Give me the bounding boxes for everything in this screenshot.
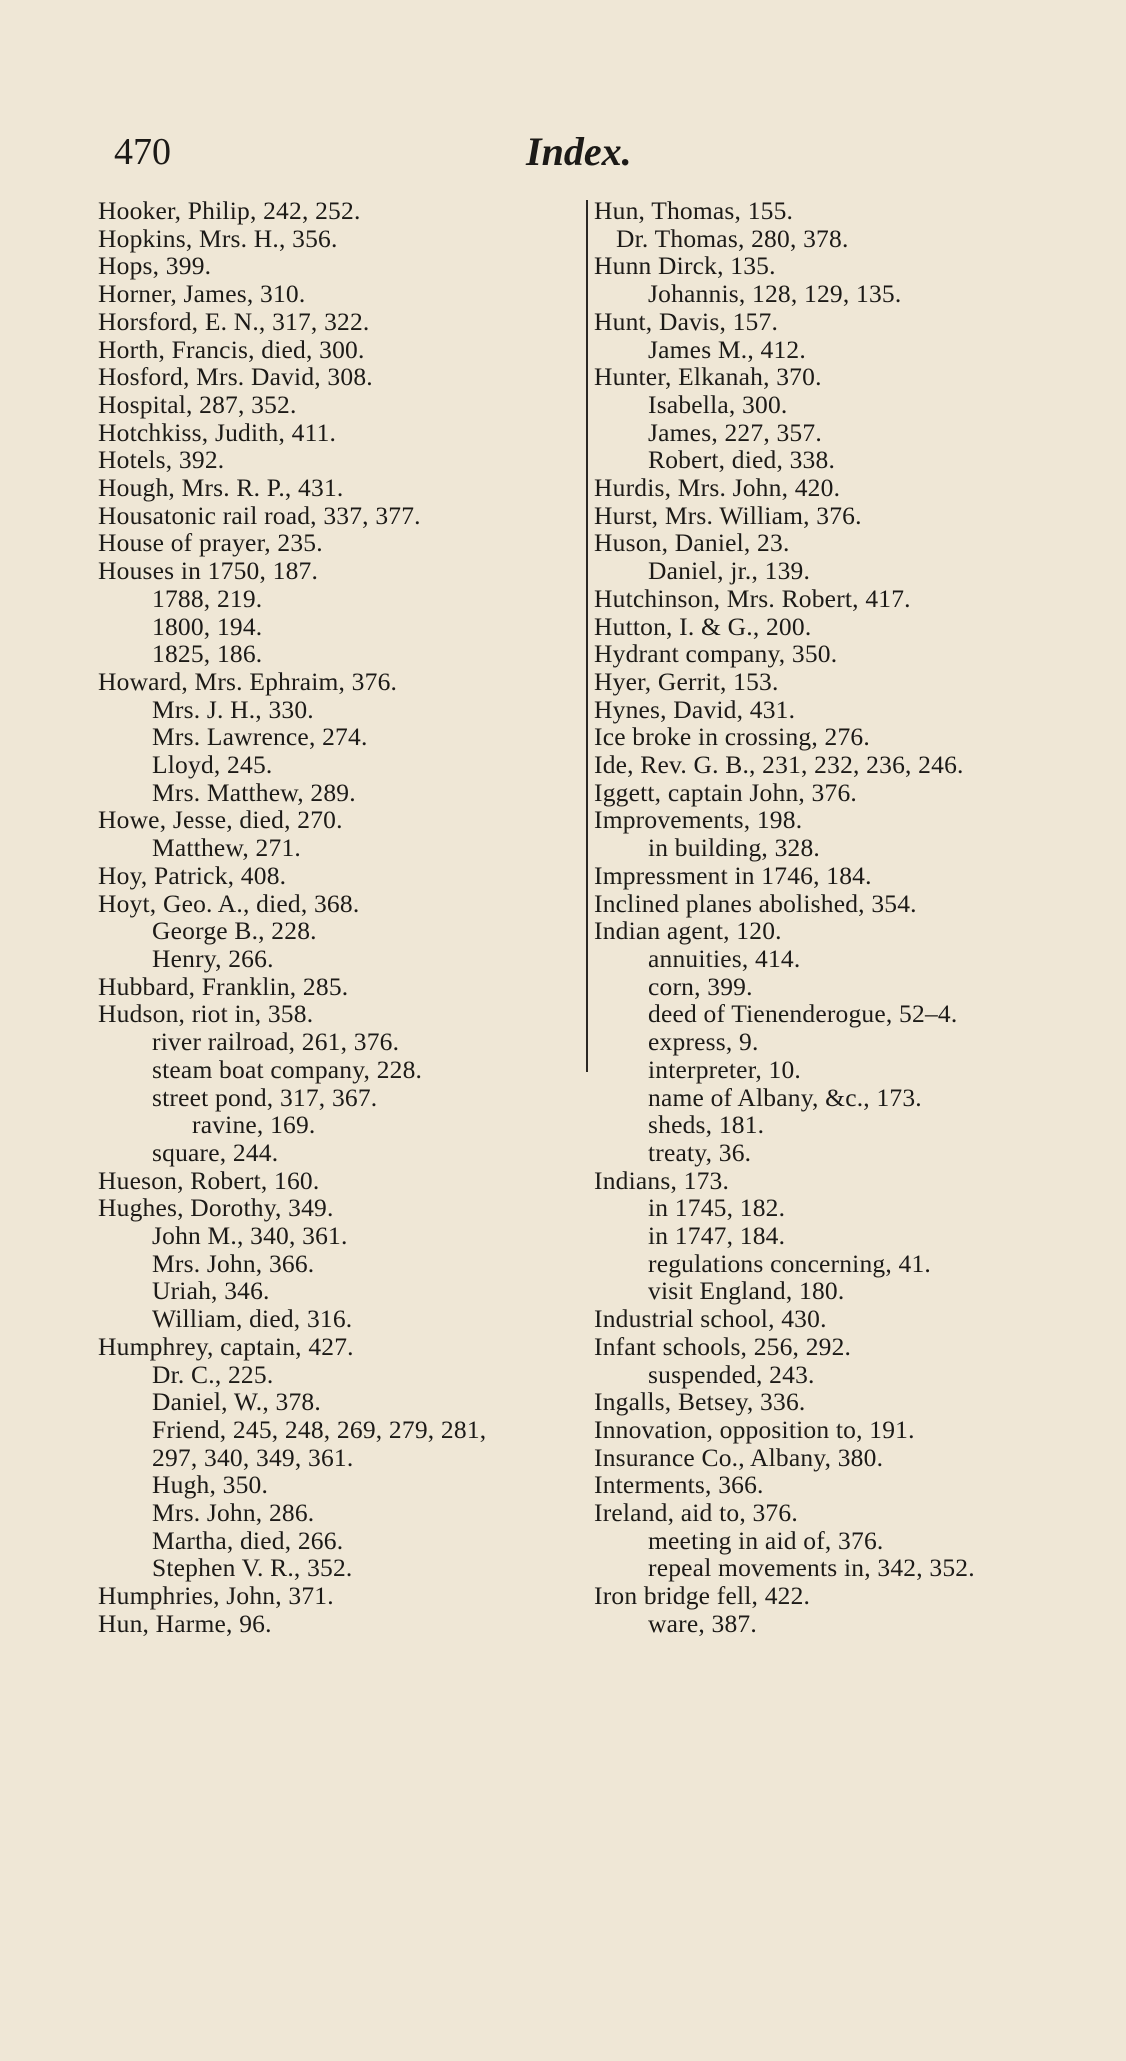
- index-entry: treaty, 36.: [648, 1137, 752, 1167]
- index-entry: Howard, Mrs. Ephraim, 376.: [98, 666, 398, 696]
- index-entry: Henry, 266.: [152, 943, 274, 973]
- index-entry: in building, 328.: [648, 833, 820, 863]
- index-entry: in 1747, 184.: [648, 1221, 786, 1251]
- index-entry: sheds, 181.: [648, 1110, 765, 1140]
- index-entry: Mrs. Matthew, 289.: [152, 777, 356, 807]
- index-entry: Hudson, riot in, 358.: [98, 999, 314, 1029]
- index-column-left: [98, 197, 588, 1638]
- index-entry: Howe, Jesse, died, 270.: [98, 805, 343, 835]
- index-entry: Hubbard, Franklin, 285.: [98, 971, 349, 1001]
- index-entry: Hunn Dirck, 135.: [594, 251, 776, 281]
- index-entry: Dr. Thomas, 280, 378.: [616, 223, 849, 253]
- index-entry: visit England, 180.: [648, 1276, 845, 1306]
- index-column-right: [594, 197, 1114, 1638]
- index-entry: Hughes, Dorothy, 349.: [98, 1193, 334, 1223]
- index-entry: James M., 412.: [648, 334, 806, 364]
- page-title: Index.: [526, 129, 632, 174]
- index-entry: James, 227, 357.: [648, 417, 822, 447]
- index-entry: Houses in 1750, 187.: [98, 556, 319, 586]
- index-entry: street pond, 317, 367.: [152, 1082, 378, 1112]
- index-entry: regulations concerning, 41.: [648, 1248, 931, 1278]
- index-entry: Hunter, Elkanah, 370.: [594, 362, 822, 392]
- index-entry: Hynes, David, 431.: [594, 694, 796, 724]
- index-entry: Hotels, 392.: [98, 445, 225, 475]
- index-entry: square, 244.: [152, 1137, 279, 1167]
- index-entry: 1825, 186.: [152, 639, 263, 669]
- index-entry: meeting in aid of, 376.: [648, 1525, 884, 1555]
- index-entry: Martha, died, 266.: [152, 1525, 344, 1555]
- index-entry: repeal movements in, 342, 352.: [648, 1553, 975, 1583]
- index-entry: Industrial school, 430.: [594, 1304, 827, 1334]
- index-entry: Impressment in 1746, 184.: [594, 860, 872, 890]
- index-entry: House of prayer, 235.: [98, 528, 323, 558]
- index-entry: Housatonic rail road, 337, 377.: [98, 500, 421, 530]
- index-entry: in 1745, 182.: [648, 1193, 786, 1223]
- index-entry: 1800, 194.: [152, 611, 263, 641]
- index-entry: deed of Tienenderogue, 52–4.: [648, 999, 958, 1029]
- index-entry: Hunt, Davis, 157.: [594, 306, 779, 336]
- index-entry: Horsford, E. N., 317, 322.: [98, 306, 370, 336]
- index-entry: Uriah, 346.: [152, 1276, 270, 1306]
- index-entry: Daniel, jr., 139.: [648, 556, 811, 586]
- index-entry: Indian agent, 120.: [594, 916, 782, 946]
- index-entry: Matthew, 271.: [152, 833, 301, 863]
- index-entry: Hotchkiss, Judith, 411.: [98, 417, 337, 447]
- index-entry: Lloyd, 245.: [152, 750, 273, 780]
- index-entry: Interments, 366.: [594, 1470, 764, 1500]
- index-entry: interpreter, 10.: [648, 1054, 801, 1084]
- index-entry: Mrs. John, 286.: [152, 1498, 315, 1528]
- index-entry: ravine, 169.: [192, 1110, 316, 1140]
- index-entry: Ice broke in crossing, 276.: [594, 722, 870, 752]
- index-entry: Hydrant company, 350.: [594, 639, 838, 669]
- index-entry: Hoy, Patrick, 408.: [98, 860, 287, 890]
- index-entry: Dr. C., 225.: [152, 1359, 274, 1389]
- index-entry: Hoyt, Geo. A., died, 368.: [98, 888, 360, 918]
- index-entry: Hyer, Gerrit, 153.: [594, 666, 779, 696]
- index-entry: Hutchinson, Mrs. Robert, 417.: [594, 583, 911, 613]
- index-entry: Stephen V. R., 352.: [152, 1553, 353, 1583]
- index-entry: Hops, 399.: [98, 251, 212, 281]
- index-entry: ware, 387.: [648, 1608, 757, 1638]
- index-entry: steam boat company, 228.: [152, 1054, 423, 1084]
- index-entry: Hugh, 350.: [152, 1470, 269, 1500]
- index-entry: Iggett, captain John, 376.: [594, 777, 857, 807]
- index-entry: Friend, 245, 248, 269, 279, 281,: [152, 1414, 487, 1444]
- index-entry: Hopkins, Mrs. H., 356.: [98, 223, 338, 253]
- index-entry: Hooker, Philip, 242, 252.: [98, 196, 361, 225]
- index-entry: William, died, 316.: [152, 1304, 353, 1334]
- index-entry: Isabella, 300.: [648, 389, 788, 419]
- index-entry: John M., 340, 361.: [152, 1221, 348, 1251]
- index-entry: Insurance Co., Albany, 380.: [594, 1442, 884, 1472]
- index-entry: Infant schools, 256, 292.: [594, 1331, 852, 1361]
- column-divider: [586, 200, 588, 1072]
- index-entry: George B., 228.: [152, 916, 317, 946]
- index-entry: Innovation, opposition to, 191.: [594, 1414, 915, 1444]
- index-entry: 297, 340, 349, 361.: [152, 1442, 354, 1472]
- index-entry: Humphries, John, 371.: [98, 1581, 334, 1611]
- index-entry: Horth, Francis, died, 300.: [98, 334, 365, 364]
- index-entry: Mrs. Lawrence, 274.: [152, 722, 368, 752]
- index-entry: Daniel, W., 378.: [152, 1387, 321, 1417]
- index-entry: Hueson, Robert, 160.: [98, 1165, 320, 1195]
- index-entry: Johannis, 128, 129, 135.: [648, 279, 902, 309]
- index-entry: name of Albany, &c., 173.: [648, 1082, 922, 1112]
- index-entry: 1788, 219.: [152, 583, 263, 613]
- index-entry: Iron bridge fell, 422.: [594, 1581, 811, 1611]
- index-entry: river railroad, 261, 376.: [152, 1027, 400, 1057]
- index-entry: Improvements, 198.: [594, 805, 803, 835]
- index-entry: Hospital, 287, 352.: [98, 389, 297, 419]
- index-entry: Robert, died, 338.: [648, 445, 836, 475]
- index-entry: Indians, 173.: [594, 1165, 730, 1195]
- index-entry: Horner, James, 310.: [98, 279, 306, 309]
- index-entry: Mrs. John, 366.: [152, 1248, 315, 1278]
- index-entry: Mrs. J. H., 330.: [152, 694, 314, 724]
- index-entry: Hurst, Mrs. William, 376.: [594, 500, 862, 530]
- index-entry: Hun, Harme, 96.: [98, 1608, 272, 1638]
- index-entry: Ide, Rev. G. B., 231, 232, 236, 246.: [594, 750, 964, 780]
- index-entry: Ingalls, Betsey, 336.: [594, 1387, 806, 1417]
- index-entry: Ireland, aid to, 376.: [594, 1498, 798, 1528]
- index-entry: Hurdis, Mrs. John, 420.: [594, 473, 841, 503]
- index-entry: express, 9.: [648, 1027, 759, 1057]
- index-entry: Inclined planes abolished, 354.: [594, 888, 917, 918]
- index-entry: corn, 399.: [648, 971, 753, 1001]
- index-entry: Hosford, Mrs. David, 308.: [98, 362, 373, 392]
- index-entry: Huson, Daniel, 23.: [594, 528, 790, 558]
- page-number: 470: [114, 131, 171, 173]
- index-entry: suspended, 243.: [648, 1359, 815, 1389]
- index-entry: Hutton, I. & G., 200.: [594, 611, 812, 641]
- index-entry: annuities, 414.: [648, 943, 801, 973]
- index-entry: Hough, Mrs. R. P., 431.: [98, 473, 344, 503]
- index-entry: Hun, Thomas, 155.: [594, 196, 794, 225]
- index-entry: Humphrey, captain, 427.: [98, 1331, 354, 1361]
